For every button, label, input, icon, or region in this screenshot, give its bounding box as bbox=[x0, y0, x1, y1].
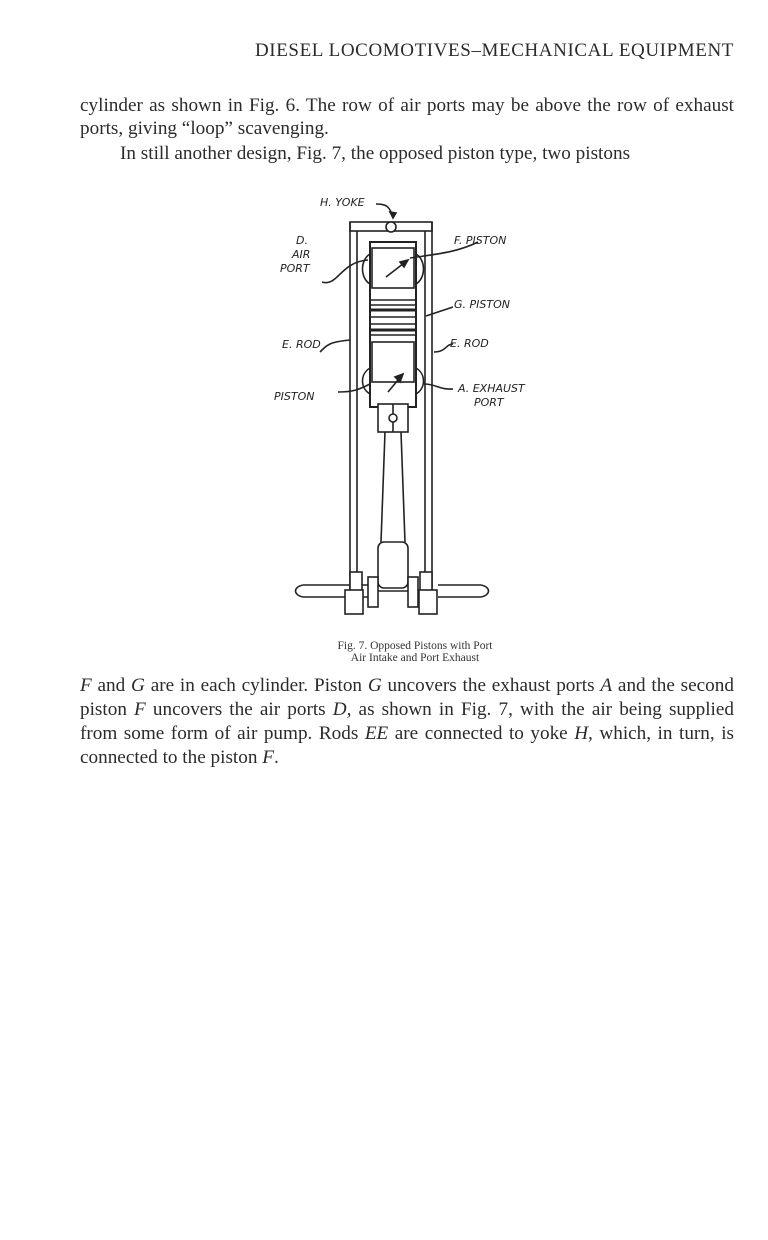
exhaust-port-right bbox=[416, 368, 424, 394]
label-e-rod-left: E. ROD bbox=[282, 338, 321, 351]
label-f-piston: F. PISTON bbox=[454, 234, 507, 247]
air-port-left bbox=[363, 254, 371, 284]
paragraph-3: F and G are in each cylinder. Piston G uncovers the exhaust ports A and the second piston F uncovers the air ports D, as shown in Fig. 7, with the air being supplied from some form of air pump. Rods EE are connected to yoke H, which, in turn, is connected to the piston F. bbox=[80, 675, 734, 768]
paragraph-2: In still another design, Fig. 7, the opposed piston type, two pistons bbox=[120, 143, 631, 164]
running-head: DIESEL LOCOMOTIVES–MECHANICAL EQUIPMENT bbox=[254, 40, 734, 61]
yoke-pin bbox=[386, 222, 396, 232]
label-a-exhaust: A. EXHAUST bbox=[458, 382, 525, 395]
figure-7 bbox=[268, 192, 558, 632]
label-air-port: PORT bbox=[280, 262, 310, 275]
label-air: AIR bbox=[292, 248, 311, 261]
air-port-right bbox=[416, 254, 424, 284]
exhaust-port-left bbox=[363, 368, 371, 394]
caption-line-2: Air Intake and Port Exhaust bbox=[350, 652, 480, 664]
connecting-rod bbox=[381, 432, 405, 542]
caption-line-1: Fig. 7. Opposed Pistons with Port bbox=[337, 640, 493, 652]
paragraph-1: cylinder as shown in Fig. 6. The row of air ports may be above the row of exhaust ports, giving “loop” scavenging. bbox=[80, 95, 734, 139]
opposed-piston-diagram bbox=[268, 192, 558, 632]
label-d: D. bbox=[296, 234, 308, 247]
figure-caption bbox=[250, 640, 580, 664]
label-g-piston: G. PISTON bbox=[454, 298, 510, 311]
label-h-yoke: H. YOKE bbox=[320, 196, 365, 209]
label-piston: PISTON bbox=[274, 390, 315, 403]
label-e-rod-right: E. ROD bbox=[450, 337, 489, 350]
label-exhaust-port: PORT bbox=[474, 396, 504, 409]
